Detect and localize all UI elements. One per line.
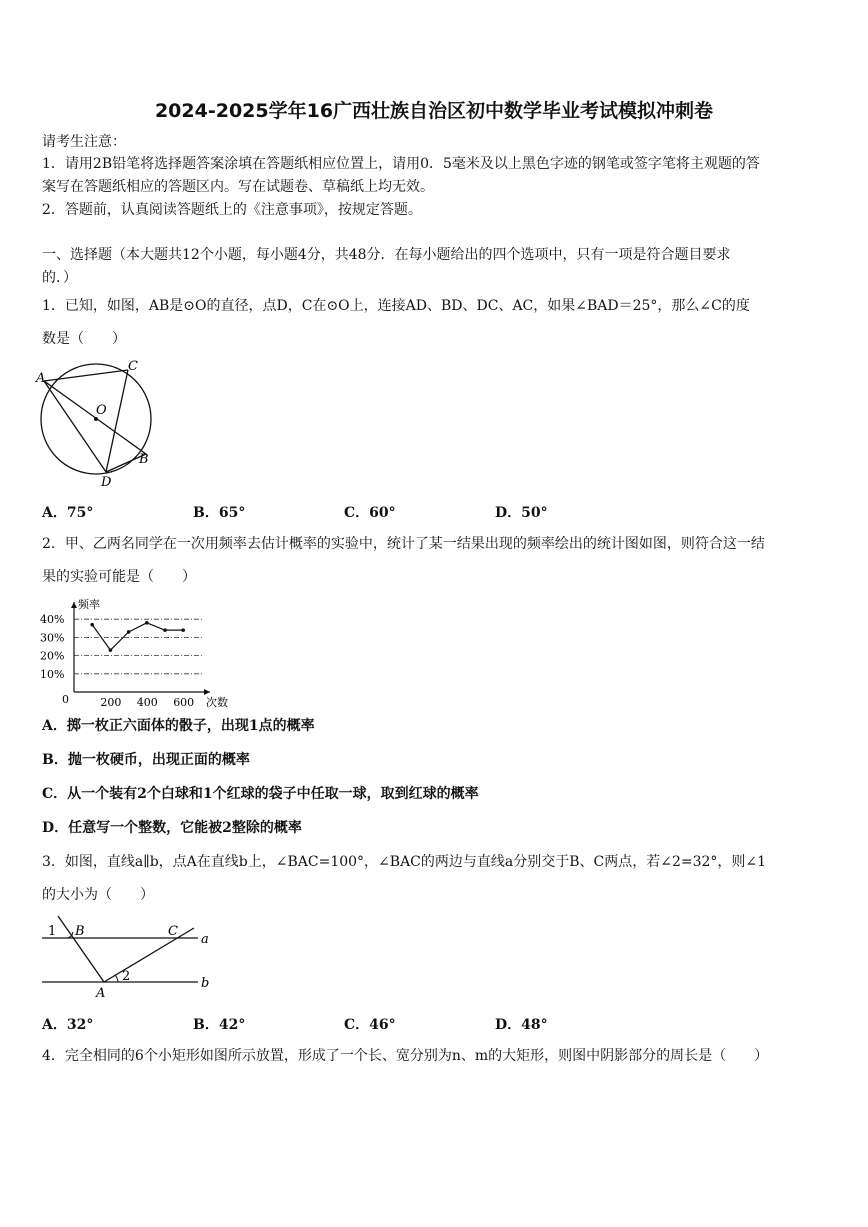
- y-tick-label: 40%: [40, 613, 65, 627]
- label-c: C: [168, 924, 178, 939]
- question-2-text-cont: 果的实验可能是（ ）: [42, 569, 196, 585]
- y-tick-label: 30%: [40, 631, 65, 645]
- label-a: A: [36, 371, 46, 386]
- question-3-figure: [38, 914, 214, 1000]
- label-1: 1: [48, 924, 57, 939]
- q1-option-b[interactable]: B．65°: [193, 505, 246, 521]
- section-heading: 一、选择题（本大题共12个小题，每小题4分，共48分．在每小题给出的四个选项中，只有一项是符合题目要求: [42, 247, 731, 263]
- x-tick-label: 200: [100, 696, 122, 709]
- data-point: [145, 621, 149, 625]
- notice-item-2: 2．答题前，认真阅读答题纸上的《注意事项》，按规定答题。: [42, 202, 422, 218]
- label-2: 2: [122, 969, 131, 984]
- label-b-line: b: [201, 976, 210, 991]
- series-line: [92, 623, 183, 650]
- question-1-text: 1．已知，如图，AB是⊙O的直径，点D，C在⊙O上，连接AD、BD、DC、AC，如果∠BAD＝25°，那么∠C的度: [42, 298, 750, 314]
- data-point: [90, 623, 94, 627]
- y-tick-label: 10%: [40, 667, 65, 681]
- y-axis-label: 频率: [78, 598, 100, 611]
- question-1-text-cont: 数是（ ）: [42, 331, 126, 347]
- y-tick-label: 20%: [40, 649, 65, 663]
- data-point: [181, 628, 185, 632]
- label-c: C: [128, 359, 138, 374]
- notice-heading: 请考生注意：: [42, 134, 126, 150]
- notice-item-1-cont: 案写在答题纸相应的答题区内。写在试题卷、草稿纸上均无效。: [42, 179, 434, 195]
- segment-ac: [44, 370, 128, 381]
- page-title: 2024-2025学年16广西壮族自治区初中数学毕业考试模拟冲刺卷: [154, 100, 714, 122]
- y-axis-arrow: [71, 602, 77, 608]
- question-4-text: 4．完全相同的6个小矩形如图所示放置，形成了一个长、宽分别为n、m的大矩形，则图中阴影部分的周长是（ ）: [42, 1048, 769, 1064]
- label-b: B: [139, 452, 149, 467]
- notice-item-1: 1．请用2B铅笔将选择题答案涂填在答题纸相应位置上，请用0．5毫米及以上黑色字迹的钢笔或签字笔将主观题的答: [42, 156, 760, 172]
- x-axis-label: 次数: [206, 696, 228, 709]
- section-heading-cont: 的．）: [42, 270, 77, 286]
- data-point: [163, 628, 167, 632]
- label-b: B: [75, 924, 85, 939]
- data-point: [127, 630, 131, 634]
- ray-ac: [104, 928, 194, 982]
- q1-option-a[interactable]: A．75°: [42, 505, 94, 521]
- x-axis-arrow: [204, 689, 210, 695]
- q3-option-a[interactable]: A．32°: [42, 1017, 94, 1033]
- segment-dc: [106, 370, 128, 472]
- frequency-chart: [38, 592, 238, 710]
- q3-option-d[interactable]: D．48°: [495, 1017, 548, 1033]
- q3-option-b[interactable]: B．42°: [193, 1017, 246, 1033]
- question-3-text-cont: 的大小为（ ）: [42, 887, 154, 903]
- label-a-point: A: [96, 986, 106, 1000]
- q1-option-d[interactable]: D．50°: [495, 505, 548, 521]
- q1-option-c[interactable]: C．60°: [344, 505, 396, 521]
- origin-label: 0: [62, 693, 69, 706]
- question-1-figure: [34, 356, 164, 490]
- angle-2-arc: [115, 975, 118, 982]
- q3-option-c[interactable]: C．46°: [344, 1017, 396, 1033]
- label-a-line: a: [201, 932, 209, 947]
- q2-option-c[interactable]: C．从一个装有2个白球和1个红球的袋子中任取一球，取到红球的概率: [42, 786, 479, 802]
- data-point: [109, 648, 113, 652]
- question-2-text: 2．甲、乙两名同学在一次用频率去估计概率的实验中，统计了某一结果出现的频率绘出的统计图如图，则符合这一结: [42, 536, 765, 552]
- segment-ad: [44, 381, 106, 472]
- q2-option-d[interactable]: D．任意写一个整数，它能被2整除的概率: [42, 820, 302, 836]
- q2-option-a[interactable]: A．掷一枚正六面体的骰子，出现1点的概率: [42, 718, 315, 734]
- question-3-text: 3．如图，直线a∥b，点A在直线b上，∠BAC=100°，∠BAC的两边与直线a分别交于B、C两点，若∠2=32°，则∠1: [42, 854, 767, 870]
- label-d: D: [101, 475, 112, 490]
- label-o: O: [96, 403, 107, 418]
- x-tick-label: 400: [136, 696, 158, 709]
- q2-option-b[interactable]: B．抛一枚硬币，出现正面的概率: [42, 752, 250, 768]
- x-tick-label: 600: [173, 696, 195, 709]
